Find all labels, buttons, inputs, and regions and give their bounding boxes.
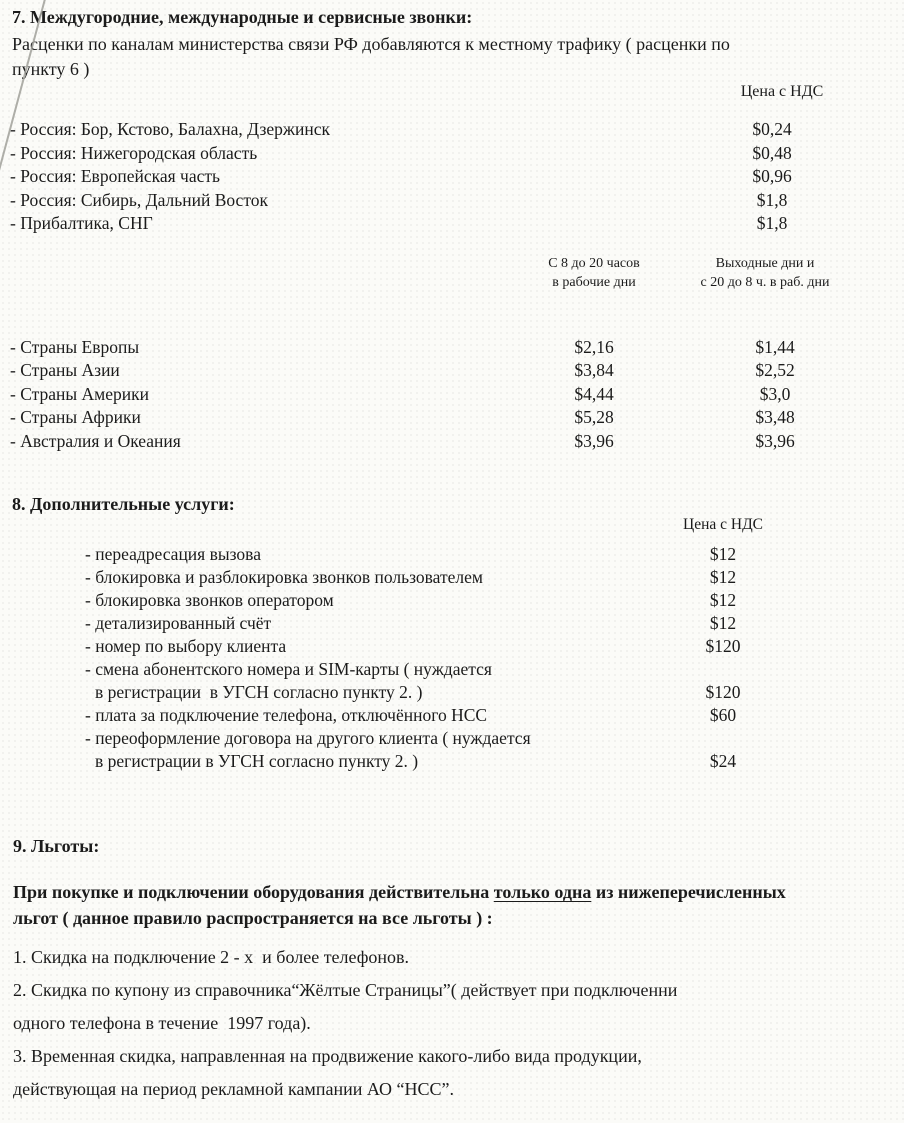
intro-underlined-text: только одна	[493, 882, 592, 902]
table-row	[0, 189, 904, 213]
item-text: - блокировка звонков оператором	[85, 590, 334, 610]
international-rates-table	[0, 336, 904, 454]
intro-text: При покупке и подключении оборудования действительна	[13, 882, 494, 902]
item-price: $24	[709, 751, 737, 771]
intro-line: Расценки по каналам министерства связи РФ добавляются к местному трафику ( расценки по	[12, 34, 730, 54]
header-line: в рабочие дни	[552, 274, 636, 290]
list-item	[0, 612, 904, 635]
header-line: С 8 до 20 часов	[548, 255, 640, 271]
header-line: с 20 до 8 ч. в раб. дни	[700, 274, 830, 290]
list-item: 3. Временная скидка, направленная на продвижение какого-либо вида продукции,	[13, 1046, 642, 1066]
item-price: $12	[709, 590, 737, 610]
item-text: - детализированный счёт	[85, 613, 272, 633]
discounts-list	[0, 947, 904, 1099]
price-with-vat-header	[0, 82, 904, 102]
row-price: $0,24	[752, 119, 792, 139]
price-with-vat-label: Цена с НДС	[683, 516, 763, 533]
additional-services-list	[0, 543, 904, 773]
list-item: 1. Скидка на подключение 2 - х и более телефонов.	[13, 947, 410, 967]
list-item	[0, 658, 904, 704]
table-row	[0, 359, 904, 383]
row-label: - Прибалтика, СНГ	[10, 213, 153, 233]
row-price: $1,8	[756, 213, 788, 233]
row-price-offpeak: $2,52	[755, 360, 795, 380]
item-text: - смена абонентского номера и SIM-карты ( нуждается	[85, 659, 492, 679]
row-price-day: $3,84	[574, 360, 614, 380]
list-item	[0, 543, 904, 566]
item-text-continued: в регистрации в УГСН согласно пункту 2. )	[95, 751, 419, 771]
weekday-column-header	[524, 254, 664, 292]
list-item: 2. Скидка по купону из справочника“Жёлтые Страницы”( действует при подключенни	[13, 980, 678, 1000]
row-price-offpeak: $1,44	[755, 336, 795, 357]
list-item	[0, 635, 904, 658]
row-price-offpeak: $3,96	[755, 430, 795, 451]
price-with-vat-label: Цена с НДС	[740, 83, 824, 100]
row-price: $0,96	[752, 166, 792, 186]
item-price: $120	[705, 636, 741, 656]
domestic-rates-table	[0, 118, 904, 236]
list-item-continued: одного телефона в течение 1997 года).	[13, 1013, 311, 1033]
row-label: - Страны Азии	[10, 360, 120, 380]
item-text: - номер по выбору клиента	[85, 636, 287, 656]
section-9-title: 9. Льготы:	[13, 836, 100, 856]
intro-line: пункту 6 )	[12, 59, 90, 79]
item-price: $12	[709, 544, 737, 564]
row-label: - Страны Америки	[10, 383, 149, 404]
row-price: $0,48	[752, 142, 792, 163]
section-8-title: 8. Дополнительные услуги:	[12, 494, 235, 514]
item-text: - переадресация вызова	[85, 544, 261, 564]
row-label: - Россия: Сибирь, Дальний Восток	[10, 189, 268, 210]
item-price: $12	[709, 567, 737, 587]
weekend-column-header	[675, 254, 855, 292]
list-item	[0, 589, 904, 612]
row-label: - Австралия и Океания	[10, 430, 181, 451]
table-row	[0, 142, 904, 166]
row-price-day: $2,16	[574, 336, 614, 357]
row-price-offpeak: $3,48	[755, 407, 795, 427]
table-row	[0, 383, 904, 407]
row-price-offpeak: $3,0	[759, 383, 791, 404]
intro-line: льгот ( данное правило распространяется на все льготы ) :	[13, 908, 493, 928]
table-row	[0, 336, 904, 360]
row-label: - Россия: Бор, Кстово, Балахна, Дзержинск	[10, 119, 330, 139]
item-text: - блокировка и разблокировка звонков пользователем	[85, 567, 483, 587]
row-label: - Страны Европы	[10, 336, 140, 357]
row-label: - Россия: Европейская часть	[10, 166, 220, 186]
list-item-continued: действующая на период рекламной кампании АО “НСС”.	[13, 1079, 454, 1099]
item-price: $120	[705, 682, 741, 702]
intro-line	[13, 879, 904, 905]
row-price-day: $4,44	[574, 383, 614, 404]
list-item	[0, 704, 904, 727]
section-7-intro	[0, 32, 904, 82]
section-7-title: 7. Междугородние, международные и сервисные звонки:	[12, 7, 473, 27]
price-with-vat-header	[0, 515, 904, 535]
list-item	[0, 566, 904, 589]
row-price-day: $5,28	[574, 407, 614, 427]
header-line: Выходные дни и	[715, 255, 815, 271]
table-row	[0, 165, 904, 189]
item-text-continued: в регистрации в УГСН согласно пункту 2. )	[95, 682, 423, 702]
row-price: $1,8	[756, 189, 788, 210]
row-label: - Страны Африки	[10, 407, 141, 427]
item-price: $12	[709, 613, 737, 633]
row-label: - Россия: Нижегородская область	[10, 142, 258, 163]
list-item	[0, 727, 904, 773]
item-price: $60	[709, 705, 737, 725]
item-text: - плата за подключение телефона, отключённого НСС	[85, 705, 488, 725]
table-row	[0, 212, 904, 236]
table-row	[0, 406, 904, 430]
table-row	[0, 118, 904, 142]
table-row	[0, 430, 904, 454]
section-9-intro	[0, 879, 904, 931]
row-price-day: $3,96	[574, 430, 614, 451]
item-text: - переоформление договора на другого клиента ( нуждается	[85, 728, 531, 748]
intro-text: из нижеперечисленных	[591, 882, 786, 902]
rate-column-headers	[0, 254, 904, 292]
